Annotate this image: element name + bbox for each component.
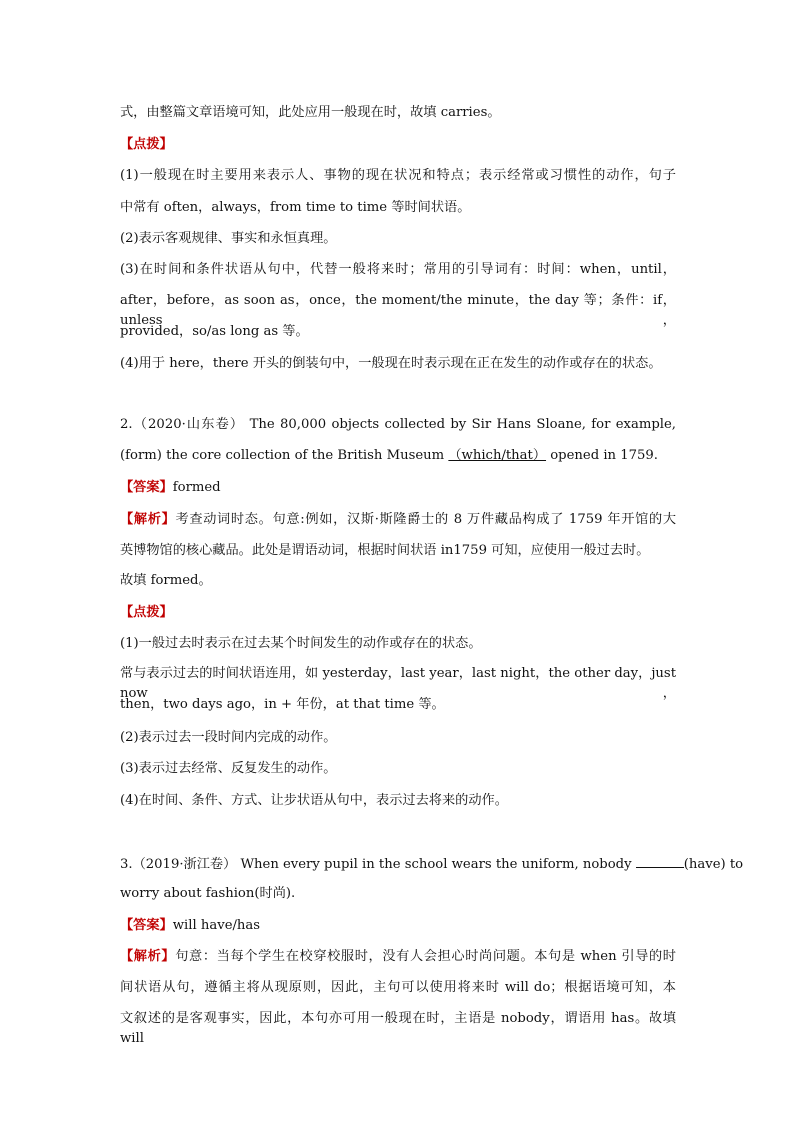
text-line: 常与表示过去的时间状语连用，如 yesterday，last year，last night，the other day，just now，: [120, 666, 676, 701]
analysis-line: [120, 510, 676, 530]
question-3-line: worry about fashion(时尚).: [120, 886, 296, 901]
text-line: then，two days ago，in + 年份，at that time 等。: [120, 697, 445, 712]
text-line: after，before，as soon as，once，the moment/the minute，the day 等；条件：if，unless，: [120, 293, 676, 328]
answer-text: will have/has: [172, 918, 261, 933]
text-line: (3)在时间和条件状语从句中，代替一般将来时；常用的引导词有：时间：when，until，: [120, 262, 676, 277]
text-line: 故填 formed。: [120, 573, 212, 588]
text-line: provided，so/as long as 等。: [120, 324, 309, 339]
text-span: 3.（2019·浙江卷） When every pupil in the school wears the uniform, nobody: [120, 857, 636, 872]
answer-line: [120, 478, 676, 498]
text-line: (4)在时间、条件、方式、让步状语从句中，表示过去将来的动作。: [120, 793, 508, 808]
text-line: 中常有 often，always，from time to time 等时间状语。: [120, 200, 471, 215]
answer-text: formed: [172, 480, 221, 495]
question-3-line: [120, 853, 744, 875]
analysis-label: 【解析】: [120, 949, 176, 964]
text-line: (4)用于 here，there 开头的倒装句中，一般现在时表示现在正在发生的动作或存在的状态。: [120, 356, 662, 371]
text-span: opened in 1759.: [546, 448, 658, 463]
text-span: 考查动词时态。句意:例如，汉斯·斯隆爵士的 8 万件藏品构成了 1759 年开馆的大: [175, 512, 677, 527]
text-span: (form) the core collection of the British Museum: [120, 448, 449, 463]
question-2-line: [120, 446, 676, 466]
answer-line: [120, 916, 676, 936]
tip-heading: 【点拨】: [120, 137, 173, 152]
answer-hint: （which/that）: [448, 448, 547, 463]
text-line: 英博物馆的核心藏品。此处是谓语动词，根据时间状语 in1759 可知，应使用一般过去时。: [120, 543, 650, 558]
answer-label: 【答案】: [120, 918, 173, 933]
text-line: (3)表示过去经常、反复发生的动作。: [120, 761, 337, 776]
answer-label: 【答案】: [120, 480, 173, 495]
analysis-line: [120, 947, 676, 967]
text-span: 句意：当每个学生在校穿校服时，没有人会担心时尚问题。本句是 when 引导的时: [175, 949, 676, 964]
text-line: 文叙述的是客观事实，因此，本句亦可用一般现在时，主语是 nobody，谓语用 has。故填 will: [120, 1011, 676, 1046]
answer-blank: [636, 853, 684, 868]
text-line: (2)表示过去一段时间内完成的动作。: [120, 730, 337, 745]
text-line: (2)表示客观规律、事实和永恒真理。: [120, 231, 337, 246]
text-line: (1)一般现在时主要用来表示人、事物的现在状况和特点；表示经常或习惯性的动作，句子: [120, 168, 676, 183]
tip-heading: 【点拨】: [120, 605, 173, 620]
text-span: (have) to: [683, 857, 744, 872]
question-2-line: 2.（2020·山东卷） The 80,000 objects collected by Sir Hans Sloane, for example,: [120, 417, 676, 432]
analysis-label: 【解析】: [120, 512, 176, 527]
text-line: (1)一般过去时表示在过去某个时间发生的动作或存在的状态。: [120, 636, 482, 651]
text-line: 式，由整篇文章语境可知，此处应用一般现在时，故填 carries。: [120, 105, 501, 120]
text-line: 间状语从句，遵循主将从现原则，因此，主句可以使用将来时 will do；根据语境可知，本: [120, 980, 676, 995]
